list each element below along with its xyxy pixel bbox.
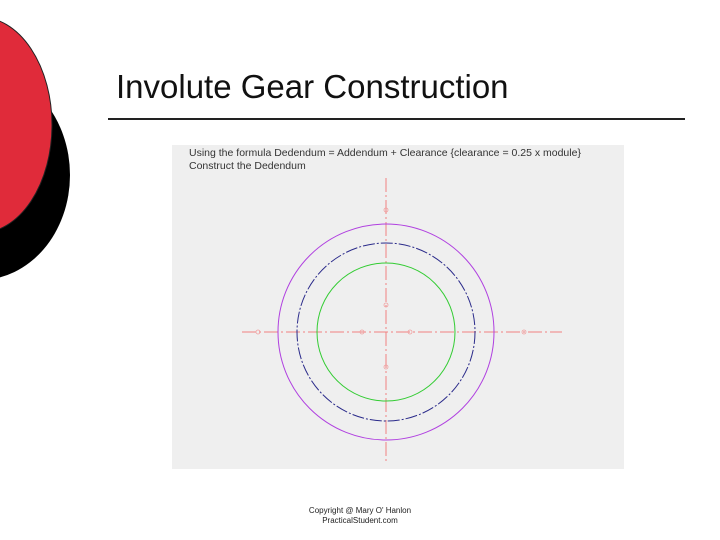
copyright-notice	[260, 506, 460, 526]
title-underline	[108, 118, 685, 120]
copyright-website: PracticalStudent.com	[322, 516, 398, 525]
gear-drawing	[172, 145, 624, 469]
copyright-line: Copyright @ Mary O' Hanlon	[308, 506, 412, 515]
caption-formula: Using the formula Dedendum = Addendum + Clearance {clearance = 0.25 x module}	[189, 147, 581, 159]
caption-instruction: Construct the Dedendum	[189, 160, 306, 172]
gear-construction-figure	[172, 145, 624, 469]
decorative-circles	[0, 0, 90, 300]
slide-title: Involute Gear Construction	[116, 68, 509, 105]
